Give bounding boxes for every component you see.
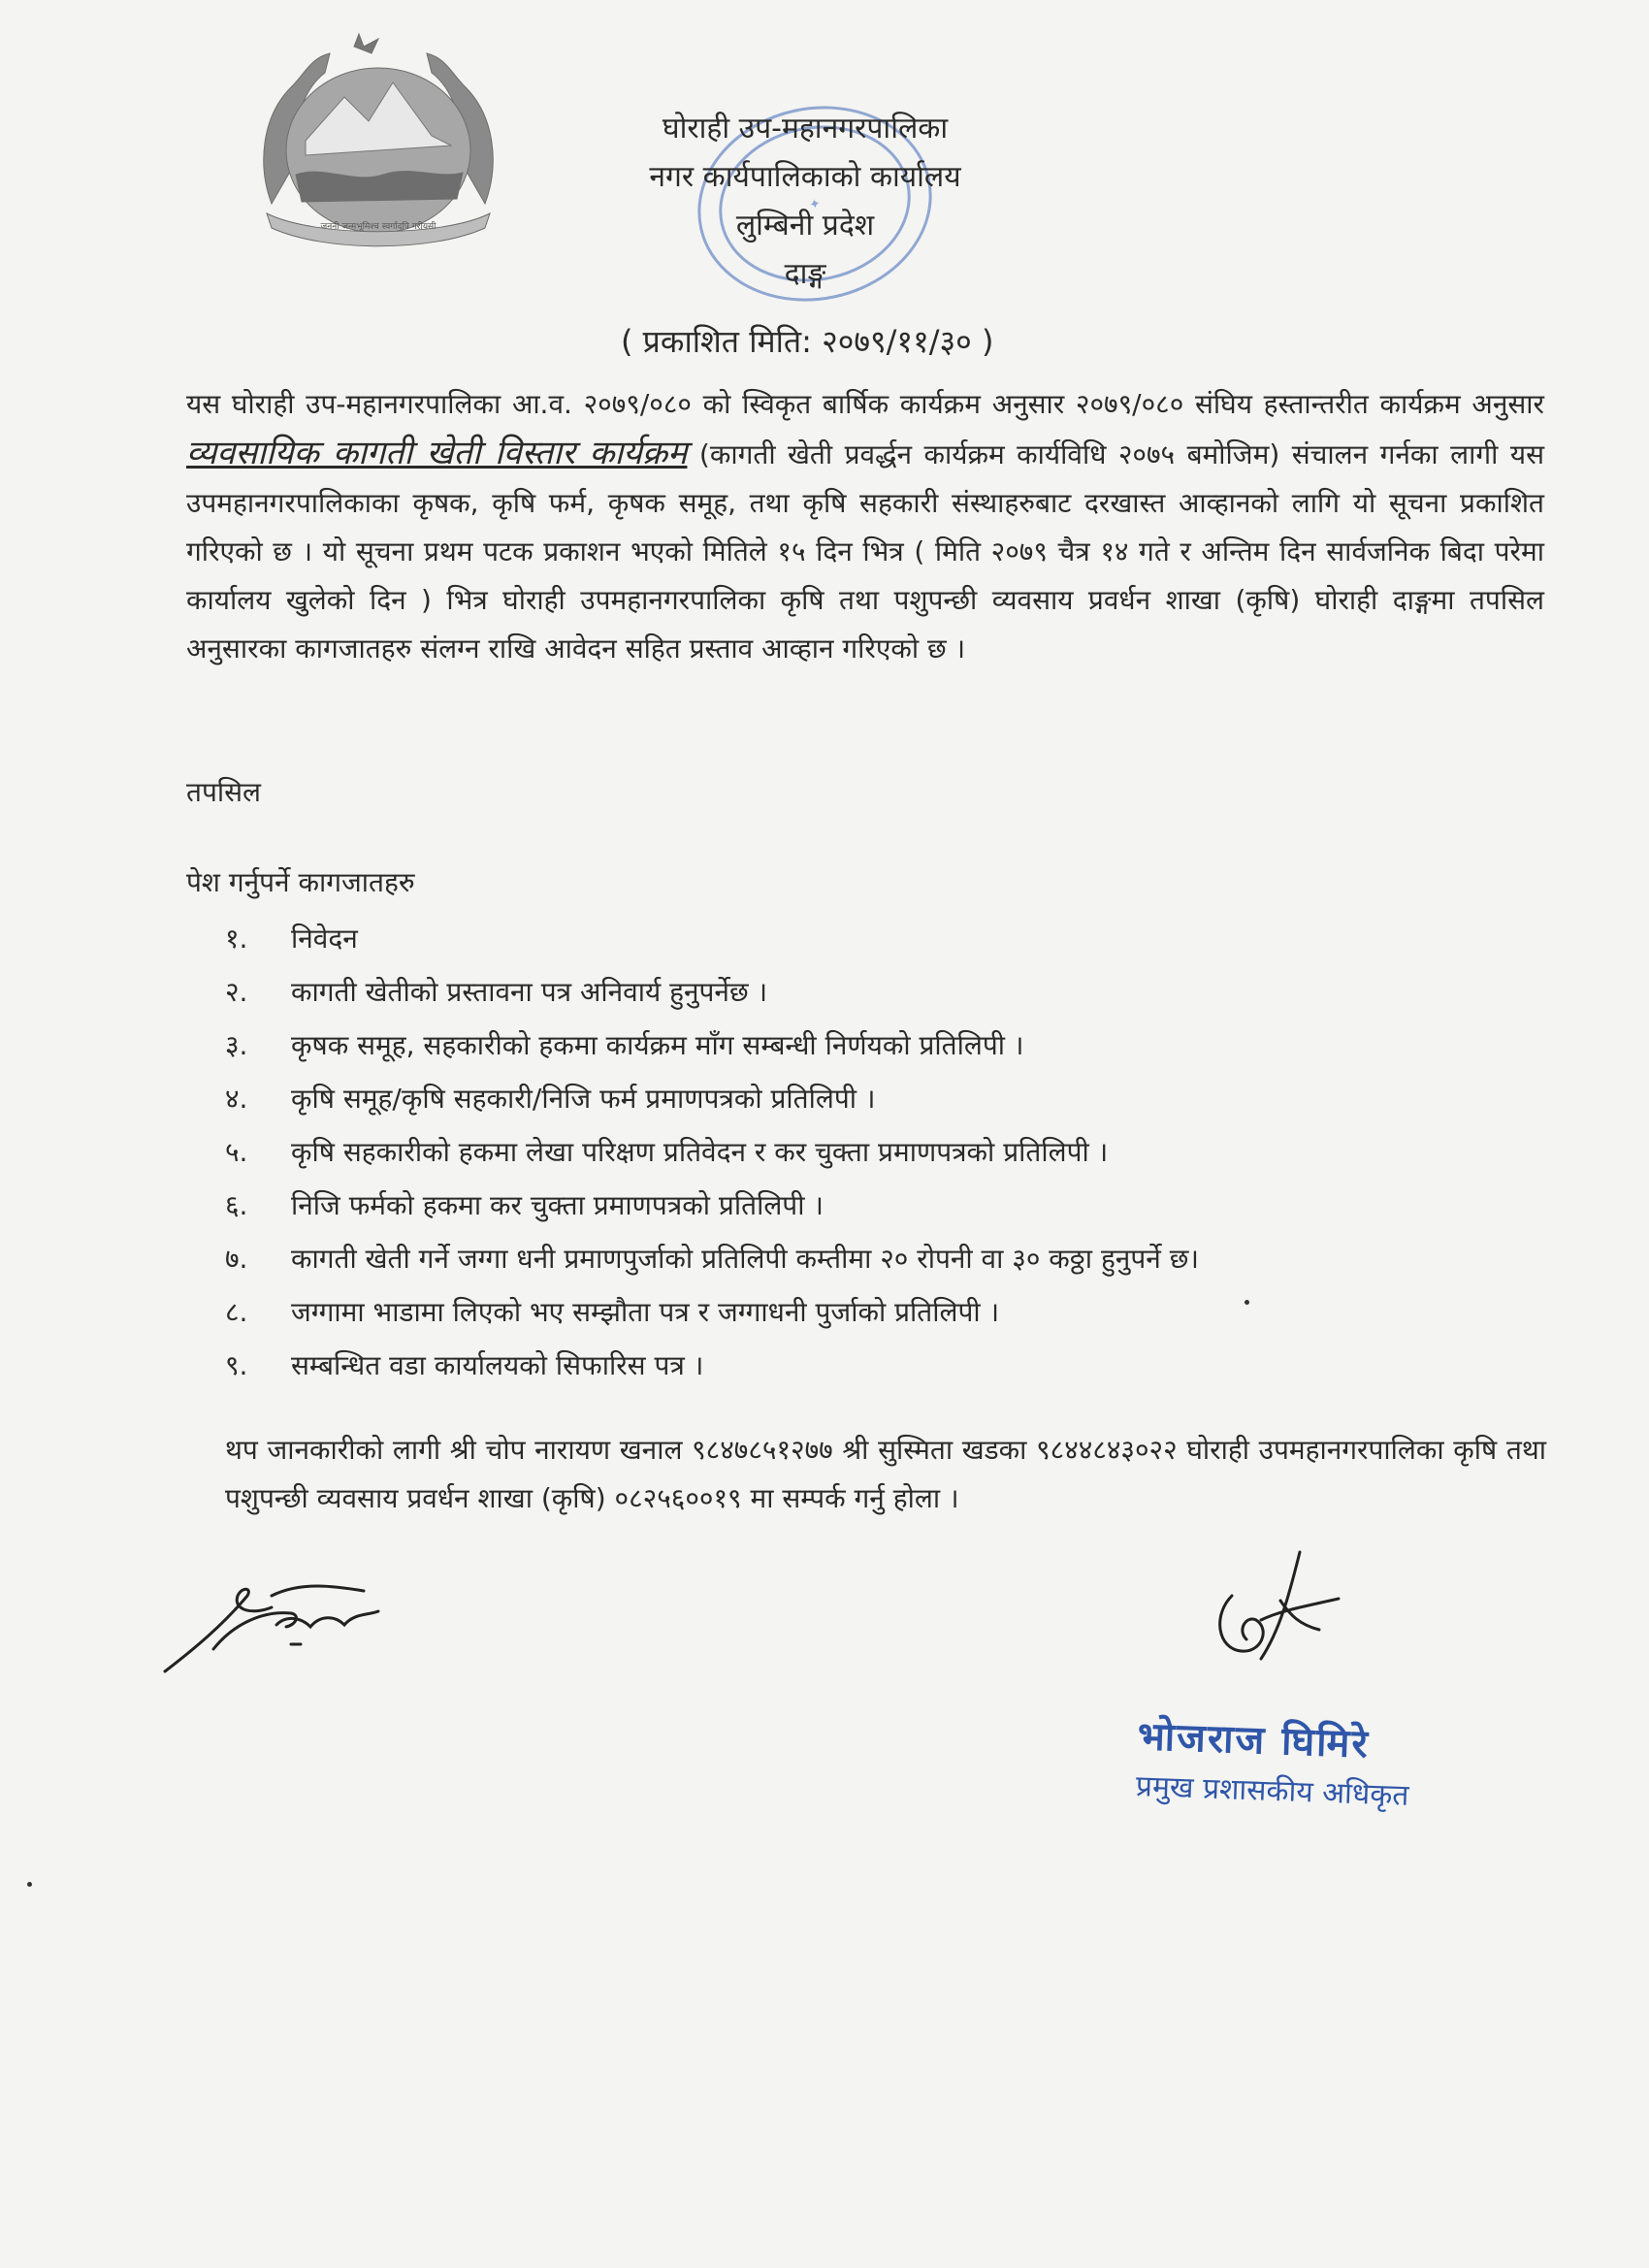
notice-paragraph [186,380,1544,673]
officer-name: भोजराज घिमिरे [1136,1714,1371,1767]
header-line-district: दाङ्ग [784,257,826,291]
document-text: सम्बन्धित वडा कार्यालयको सिफारिस पत्र । [291,1349,704,1381]
document-item [225,1080,876,1117]
scan-speck [27,1882,32,1887]
document-number: ५. [225,1136,248,1168]
document-item [225,920,358,956]
document-item [225,1133,1108,1170]
document-text: कृषि समूह/कृषि सहकारी/निजि फर्म प्रमाणपत्रको प्रतिलिपी । [291,1083,876,1115]
left-signature-icon [155,1557,388,1683]
publish-date: ( प्रकाशित मिति: २०७९/११/३० ) [621,323,994,360]
officer-title: प्रमुख प्रशासकीय अधिकृत [1135,1769,1410,1813]
document-item [225,1186,824,1223]
document-item [225,1293,999,1330]
document-number: ७. [225,1243,248,1275]
document-number: ८. [225,1296,248,1328]
document-number: २. [225,976,248,1008]
scan-speck [1245,1300,1249,1305]
office-header [543,105,1067,299]
document-text: निवेदन [291,923,358,955]
emblem-motto: जननी जन्मभूमिश्च स्वर्गादपि गरीयसी [320,222,436,232]
svg-text:✦: ✦ [807,195,823,214]
document-number: ६. [225,1189,248,1221]
document-text: कृषक समूह, सहकारीको हकमा कार्यक्रम माँग सम्बन्धी निर्णयको प्रतिलिपी । [291,1029,1024,1061]
document-item [225,1026,1024,1063]
documents-title: पेश गर्नुपर्ने कागजातहरु [186,866,415,898]
notice-rest: (कागती खेती प्रवर्द्धन कार्यक्रम कार्यविधि २०७५ बमोजिम) संचालन गर्नका लागी यस उपमहानगरपालिकाका कृषक, कृषि फर्म, कृषक समूह, तथा कृषि सहकारी संस्थाहरुबाट दरखास्त आव्हानको लागि यो सूचना प्रकाशित गरिएको छ । यो सूचना प्रथम पटक प्रकाशन भएको मितिले १५ दिन भित्र ( मिति २०७९ चैत्र १४ गते र अन्तिम दिन सार्वजनिक बिदा परेमा कार्यालय खुलेको दिन ) भित्र घोराही उपमहानगरपालिका कृषि तथा पशुपन्छी व्यवसाय प्रवर्धन शाखा (कृषि) घोराही दाङ्गमा तपसिल अनुसारका कागजातहरु संलग्न राखि आवेदन सहित प्रस्ताव आव्हान गरिएको छ । [186,438,1545,664]
header-line-province: लुम्बिनी प्रदेश [735,209,875,243]
document-text: कृषि सहकारीको हकमा लेखा परिक्षण प्रतिवेदन र कर चुक्ता प्रमाणपत्रको प्रतिलिपी । [291,1136,1109,1168]
contact-paragraph: थप जानकारीको लागी श्री चोप नारायण खनाल ९८४७८५१२७७ श्री सुस्मिता खडका ९८४४८४३०२२ घोराही उपमहानगरपालिका कृषि तथा पशुपन्छी व्यवसाय प्रवर्धन शाखा (कृषि) ०८२५६००१९ मा सम्पर्क गर्नु होला । [225,1434,1546,1514]
program-name: व्यवसायिक कागती खेती विस्तार कार्यक्रम [186,434,688,472]
document-item [225,973,767,1010]
nepal-emblem-icon [238,29,519,281]
document-number: ४. [225,1083,248,1115]
officer-stamp [1135,1707,1411,1814]
document-text: निजि फर्मको हकमा कर चुक्ता प्रमाणपत्रको प्रतिलिपी । [291,1189,824,1221]
header-line-office: नगर कार्यपालिकाको कार्यालय [649,160,961,194]
tapasil-label: तपसिल [186,776,262,808]
document-number: १. [225,923,248,955]
header-line-municipality: घोराही उप-महानगरपालिका [662,112,949,146]
document-item [225,1240,1199,1277]
document-text: कागती खेती गर्ने जग्गा धनी प्रमाणपुर्जाको प्रतिलिपी कम्तीमा २० रोपनी वा ३० कठ्ठा हुनुपर्ने छ। [291,1243,1199,1275]
notice-intro: यस घोराही उप-महानगरपालिका आ.व. २०७९/०८० को स्विकृत बार्षिक कार्यक्रम अनुसार २०७९/०८० संघिय हस्तान्तरीत कार्यक्रम अनुसार [186,388,1544,420]
document-number: ९. [225,1349,248,1381]
officer-signature-icon [1203,1542,1377,1688]
document-text: जग्गामा भाडामा लिएको भए सम्झौता पत्र र जग्गाधनी पुर्जाको प्रतिलिपी । [291,1296,1000,1328]
document-number: ३. [225,1029,248,1061]
document-text: कागती खेतीको प्रस्तावना पत्र अनिवार्य हुनुपर्नेछ । [291,976,768,1008]
document-item [225,1346,703,1383]
